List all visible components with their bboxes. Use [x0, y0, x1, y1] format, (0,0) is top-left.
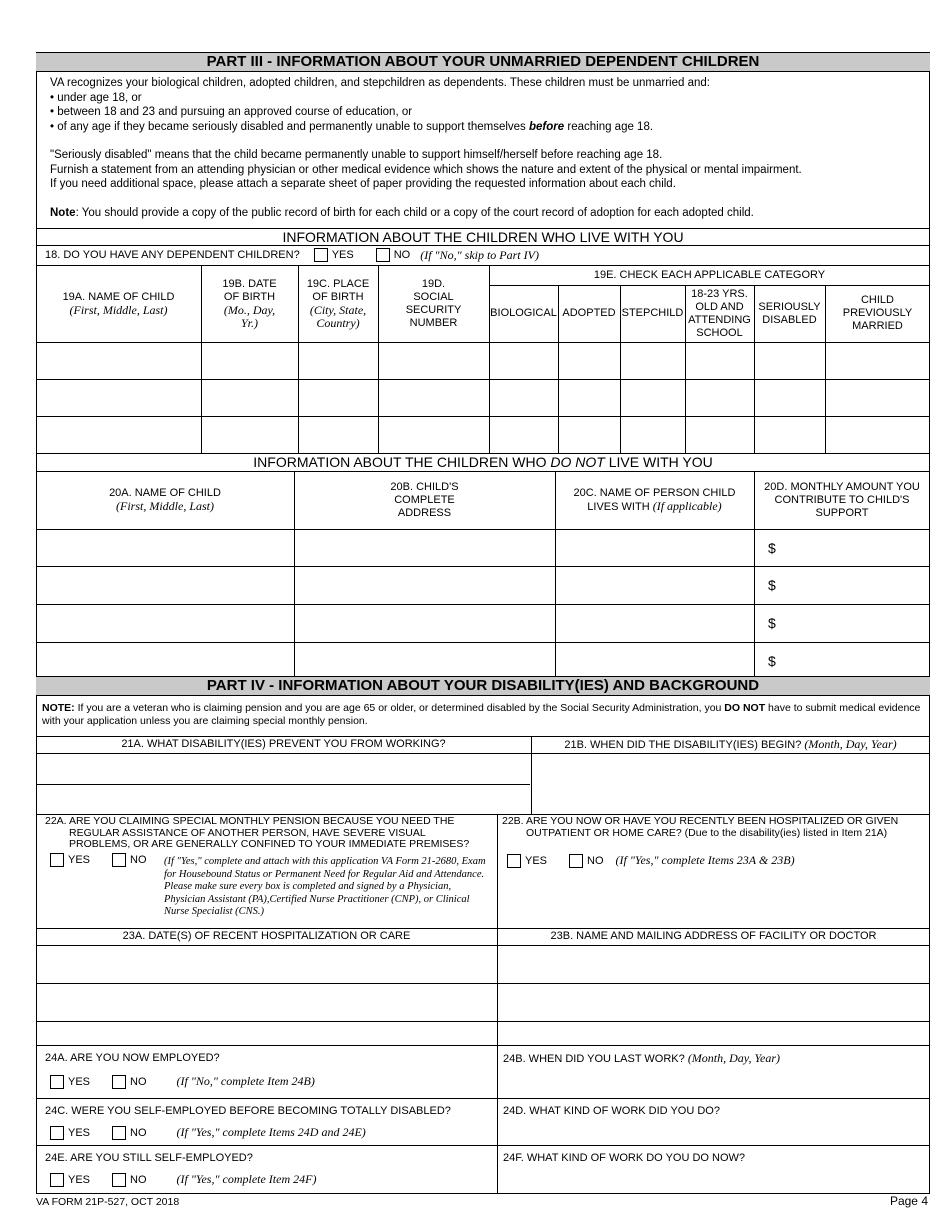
q22a-no-checkbox[interactable]: NO — [112, 853, 147, 867]
child-field[interactable] — [299, 343, 377, 378]
dollar-sign: $ — [768, 540, 776, 556]
q24a-yes-checkbox[interactable]: YES — [50, 1075, 90, 1089]
child-field[interactable] — [202, 380, 297, 415]
q24a-no-checkbox[interactable]: NO — [112, 1075, 147, 1089]
question-24e: 24E. ARE YOU STILL SELF-EMPLOYED? — [45, 1152, 253, 1164]
question-22b: 22B. ARE YOU NOW OR HAVE YOU RECENTLY BEEN HOSPITALIZED OR GIVEN OUTPATIENT OR HOME CARE? (Due to the disability(ies) listed in Item 21A) — [502, 815, 899, 839]
nonresident-child-field[interactable] — [37, 643, 293, 677]
bullet: • of any age if they became seriously disabled and permanently unable to support themselves before reaching age 18. — [50, 120, 654, 133]
header-23a: 23A. DATE(S) OF RECENT HOSPITALIZATION OR CARE — [122, 930, 411, 942]
dollar-sign: $ — [768, 577, 776, 593]
part3-title: PART III - INFORMATION ABOUT YOUR UNMARRIED DEPENDENT CHILDREN — [36, 52, 930, 72]
question-24b: 24B. WHEN DID YOU LAST WORK? (Month, Day, Year) — [503, 1051, 781, 1065]
child-field[interactable] — [299, 380, 377, 415]
category-header: CHILD PREVIOUSLY MARRIED — [842, 294, 913, 332]
question-24a: 24A. ARE YOU NOW EMPLOYED? — [45, 1052, 220, 1064]
category-checkbox-cell[interactable] — [686, 343, 753, 378]
nonresident-child-field[interactable] — [556, 643, 753, 677]
header-20a: 20A. NAME OF CHILD (First, Middle, Last) — [109, 487, 221, 513]
category-header: 18-23 YRS. OLD AND ATTENDING SCHOOL — [688, 287, 751, 339]
child-field[interactable] — [379, 343, 488, 378]
category-checkbox-cell[interactable] — [559, 417, 619, 452]
disability-begin-21b-field[interactable] — [532, 754, 929, 784]
category-checkbox-cell[interactable] — [686, 417, 753, 452]
q18-yes-checkbox[interactable]: YES — [314, 248, 354, 262]
question-18: 18. DO YOU HAVE ANY DEPENDENT CHILDREN? YES NO (If "No," skip to Part IV) — [45, 247, 539, 262]
q22a-hint: (If "Yes," complete and attach with this application VA Form 21-2680, Exam for Housebound Status or Permanent Need for Regular Aid and Attendance. Please make sure every box is completed and signed by a Physician, Physician Assistant (PA),Certified Nurse Practitioner (CNP), or Clinical Nurse Specialist (CNS.) — [164, 856, 486, 917]
category-checkbox-cell[interactable] — [826, 380, 929, 415]
category-checkbox-cell[interactable] — [755, 343, 824, 378]
header-19c: 19C. PLACE OF BIRTH (City, State, Country) — [306, 277, 370, 330]
header-19e: 19E. CHECK EACH APPLICABLE CATEGORY — [593, 268, 826, 281]
category-checkbox-cell[interactable] — [826, 343, 929, 378]
q24c-yes-checkbox[interactable]: YES — [50, 1126, 90, 1140]
header-21a: 21A. WHAT DISABILITY(IES) PREVENT YOU FROM WORKING? — [121, 738, 446, 750]
facility-address-field[interactable] — [498, 946, 929, 1044]
note: Note: You should provide a copy of the public record of birth for each child or a copy of the court record of adoption for each adopted child. — [50, 206, 754, 219]
nonresident-child-field[interactable] — [295, 605, 554, 641]
q22b-yes-checkbox[interactable]: YES — [507, 854, 547, 868]
q24e-options: YES NO (If "Yes," complete Item 24F) — [50, 1172, 316, 1187]
q22a-yes-checkbox[interactable]: YES — [50, 853, 90, 867]
q18-no-checkbox[interactable]: NO — [376, 248, 411, 262]
q24c-options: YES NO (If "Yes," complete Items 24D and 24E) — [50, 1125, 366, 1140]
nonresident-child-field[interactable] — [37, 567, 293, 603]
nonresident-child-field[interactable] — [556, 567, 753, 603]
category-header: SERIOUSLY DISABLED — [758, 300, 821, 326]
not-live-with-heading: INFORMATION ABOUT THE CHILDREN WHO DO NOT LIVE WITH YOU — [253, 454, 713, 470]
category-checkbox-cell[interactable] — [490, 343, 557, 378]
category-checkbox-cell[interactable] — [621, 417, 684, 452]
dollar-sign: $ — [768, 615, 776, 631]
q22a-options — [50, 853, 157, 867]
child-field[interactable] — [202, 417, 297, 452]
header-19a: 19A. NAME OF CHILD (First, Middle, Last) — [62, 290, 175, 317]
category-checkbox-cell[interactable] — [490, 380, 557, 415]
page-number: Page 4 — [889, 1194, 928, 1208]
category-checkbox-cell[interactable] — [755, 380, 824, 415]
para: If you need additional space, please attach a separate sheet of paper providing the requested information about each child. — [50, 178, 676, 190]
form-number: VA FORM 21P-527, OCT 2018 — [36, 1196, 180, 1208]
nonresident-child-field[interactable] — [295, 530, 554, 566]
bullet: • between 18 and 23 and pursuing an approved course of education, or — [50, 106, 413, 118]
header-19d: 19D. SOCIAL SECURITY NUMBER — [405, 277, 462, 329]
child-field[interactable] — [299, 417, 377, 452]
part3-intro — [50, 76, 920, 220]
bullet: • under age 18, or — [50, 91, 142, 104]
category-checkbox-cell[interactable] — [490, 417, 557, 452]
header-20c: 20C. NAME OF PERSON CHILD LIVES WITH (If applicable) — [573, 486, 736, 513]
question-22a: 22A. ARE YOU CLAIMING SPECIAL MONTHLY PENSION BECAUSE YOU NEED THE REGULAR ASSISTANCE OF ANOTHER PERSON, HAVE SEVERE VISUAL PROBLEMS, OR ARE GENERALLY CONFINED TO YOUR IMMEDIATE PREMISES? — [45, 815, 470, 850]
para: "Seriously disabled" means that the child became permanently unable to support himself/herself before reaching age 18. — [50, 149, 663, 161]
hospitalization-dates-field[interactable] — [37, 946, 496, 1044]
q24e-yes-checkbox[interactable]: YES — [50, 1173, 90, 1187]
child-field[interactable] — [37, 417, 200, 452]
category-checkbox-cell[interactable] — [621, 380, 684, 415]
nonresident-child-field[interactable] — [556, 605, 753, 641]
header-20b: 20B. CHILD'S COMPLETE ADDRESS — [390, 480, 459, 519]
category-header: STEPCHILD — [621, 307, 684, 319]
child-field[interactable] — [37, 343, 200, 378]
header-23b: 23B. NAME AND MAILING ADDRESS OF FACILITY OR DOCTOR — [550, 930, 877, 942]
q22b-options: YES NO (If "Yes," complete Items 23A & 23B) — [507, 853, 795, 868]
header-20d: 20D. MONTHLY AMOUNT YOU CONTRIBUTE TO CHILD'S SUPPORT — [764, 480, 920, 519]
child-field[interactable] — [379, 380, 488, 415]
live-with-heading: INFORMATION ABOUT THE CHILDREN WHO LIVE WITH YOU — [282, 229, 684, 245]
q22b-no-checkbox[interactable]: NO — [569, 854, 604, 868]
nonresident-child-field[interactable] — [37, 530, 293, 566]
question-24d: 24D. WHAT KIND OF WORK DID YOU DO? — [503, 1105, 720, 1117]
header-21b: 21B. WHEN DID THE DISABILITY(IES) BEGIN? (Month, Day, Year) — [564, 736, 897, 751]
child-field[interactable] — [379, 417, 488, 452]
category-checkbox-cell[interactable] — [686, 380, 753, 415]
dollar-sign: $ — [768, 653, 776, 669]
nonresident-child-field[interactable] — [755, 530, 929, 566]
child-field[interactable] — [202, 343, 297, 378]
nonresident-child-field[interactable] — [755, 643, 929, 677]
category-header: ADOPTED — [562, 307, 616, 319]
part4-title: PART IV - INFORMATION ABOUT YOUR DISABILITY(IES) AND BACKGROUND — [36, 676, 930, 696]
nonresident-child-field[interactable] — [295, 643, 554, 677]
question-24f: 24F. WHAT KIND OF WORK DO YOU DO NOW? — [503, 1152, 746, 1164]
part4-note: NOTE: If you are a veteran who is claiming pension and you are age 65 or older, or determined disabled by the Social Security Administration, you DO NOT have to submit medical evidence with your application unless you are claiming special monthly pension. — [42, 702, 921, 727]
category-checkbox-cell[interactable] — [559, 343, 619, 378]
category-checkbox-cell[interactable] — [621, 343, 684, 378]
q24a-options: YES NO (If "No," complete Item 24B) — [50, 1074, 315, 1089]
para: Furnish a statement from an attending physician or other medical evidence which shows the nature and extent of the physical or mental impairment. — [50, 163, 802, 176]
nonresident-child-field[interactable] — [295, 567, 554, 603]
nonresident-child-field[interactable] — [755, 605, 929, 641]
category-checkbox-cell[interactable] — [826, 417, 929, 452]
child-field[interactable] — [37, 380, 200, 415]
category-checkbox-cell[interactable] — [755, 417, 824, 452]
intro-text: VA recognizes your biological children, adopted children, and stepchildren as dependents. These children must be unmarried and: — [50, 77, 710, 89]
category-checkbox-cell[interactable] — [559, 380, 619, 415]
category-header: BIOLOGICAL — [490, 307, 557, 319]
header-19b: 19B. DATE OF BIRTH (Mo., Day, Yr.) — [222, 277, 277, 330]
nonresident-child-field[interactable] — [37, 605, 293, 641]
nonresident-child-field[interactable] — [755, 567, 929, 603]
q24e-no-checkbox[interactable]: NO — [112, 1173, 147, 1187]
nonresident-child-field[interactable] — [556, 530, 753, 566]
q24c-no-checkbox[interactable]: NO — [112, 1126, 147, 1140]
question-24c: 24C. WERE YOU SELF-EMPLOYED BEFORE BECOMING TOTALLY DISABLED? — [45, 1105, 451, 1117]
